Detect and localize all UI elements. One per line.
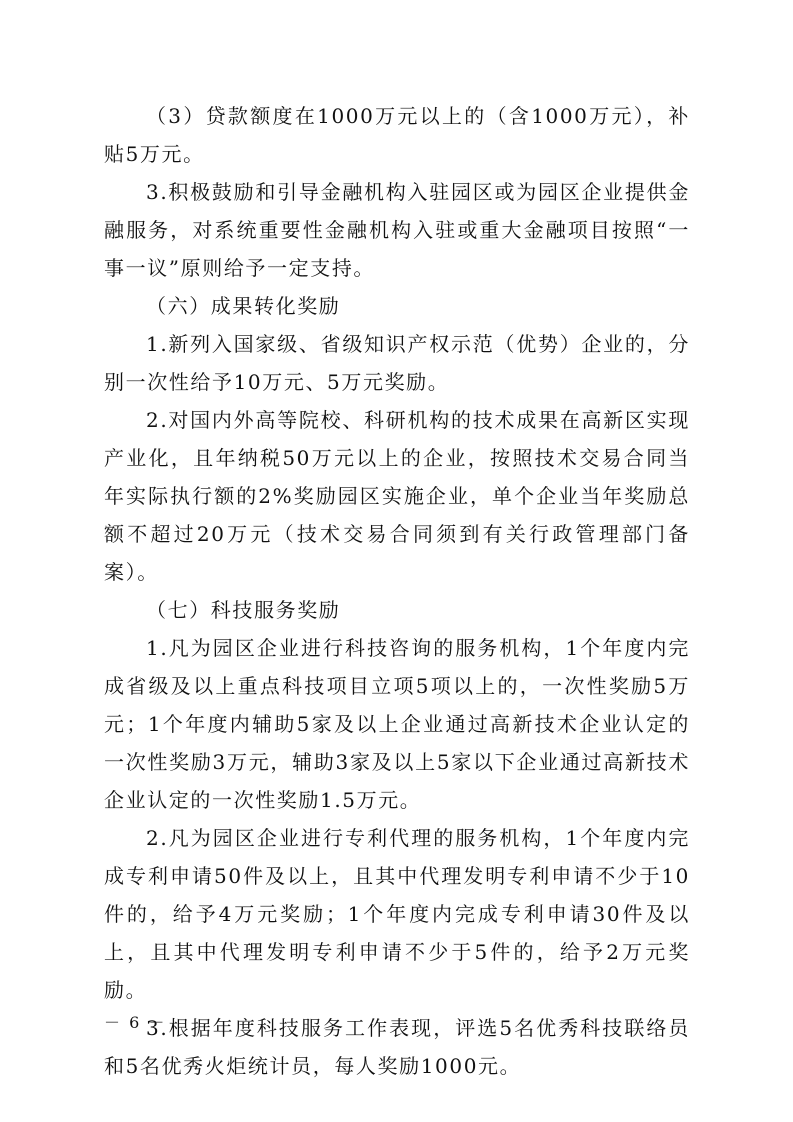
paragraph-loan-subsidy-tier-3: （3）贷款额度在1000万元以上的（含1000万元），补贴5万元。	[104, 104, 690, 166]
document-body	[104, 97, 690, 1085]
section-heading-tech-service-award: （七）科技服务奖励	[146, 598, 341, 622]
paragraph-tech-commercialization-award: 2.对国内外高等院校、科研机构的技术成果在高新区实现产业化，且年纳税50万元以上的企业，按照技术交易合同当年实际执行额的2%奖励园区实施企业，单个企业当年奖励总额不超过20万元（技术交易合同须到有关行政管理部门备案）。	[104, 408, 690, 584]
paragraph-ip-demonstration-award: 1.新列入国家级、省级知识产权示范（优势）企业的，分别一次性给予10万元、5万元奖励。	[104, 332, 690, 394]
page-number: － 6 －	[104, 1013, 167, 1032]
section-heading-achievement-transformation: （六）成果转化奖励	[146, 294, 341, 318]
paragraph-patent-agency-award: 2.凡为园区企业进行专利代理的服务机构，1个年度内完成专利申请50件及以上，且其中代理发明专利申请不少于10件的，给予4万元奖励；1个年度内完成专利申请30件及以上，且其中代理发明专利申请不少于5件的，给予2万元奖励。	[104, 826, 690, 1002]
paragraph-consulting-service-award: 1.凡为园区企业进行科技咨询的服务机构，1个年度内完成省级及以上重点科技项目立项5项以上的，一次性奖励5万元；1个年度内辅助5家及以上企业通过高新技术企业认定的一次性奖励3万元，辅助3家及以上5家以下企业通过高新技术企业认定的一次性奖励1.5万元。	[104, 636, 690, 812]
paragraph-financial-institutions: 3.积极鼓励和引导金融机构入驻园区或为园区企业提供金融服务，对系统重要性金融机构入驻或重大金融项目按照“一事一议”原则给予一定支持。	[104, 180, 690, 280]
paragraph-liaison-statistician-award: 3.根据年度科技服务工作表现，评选5名优秀科技联络员和5名优秀火炬统计员，每人奖励1000元。	[104, 1016, 690, 1078]
